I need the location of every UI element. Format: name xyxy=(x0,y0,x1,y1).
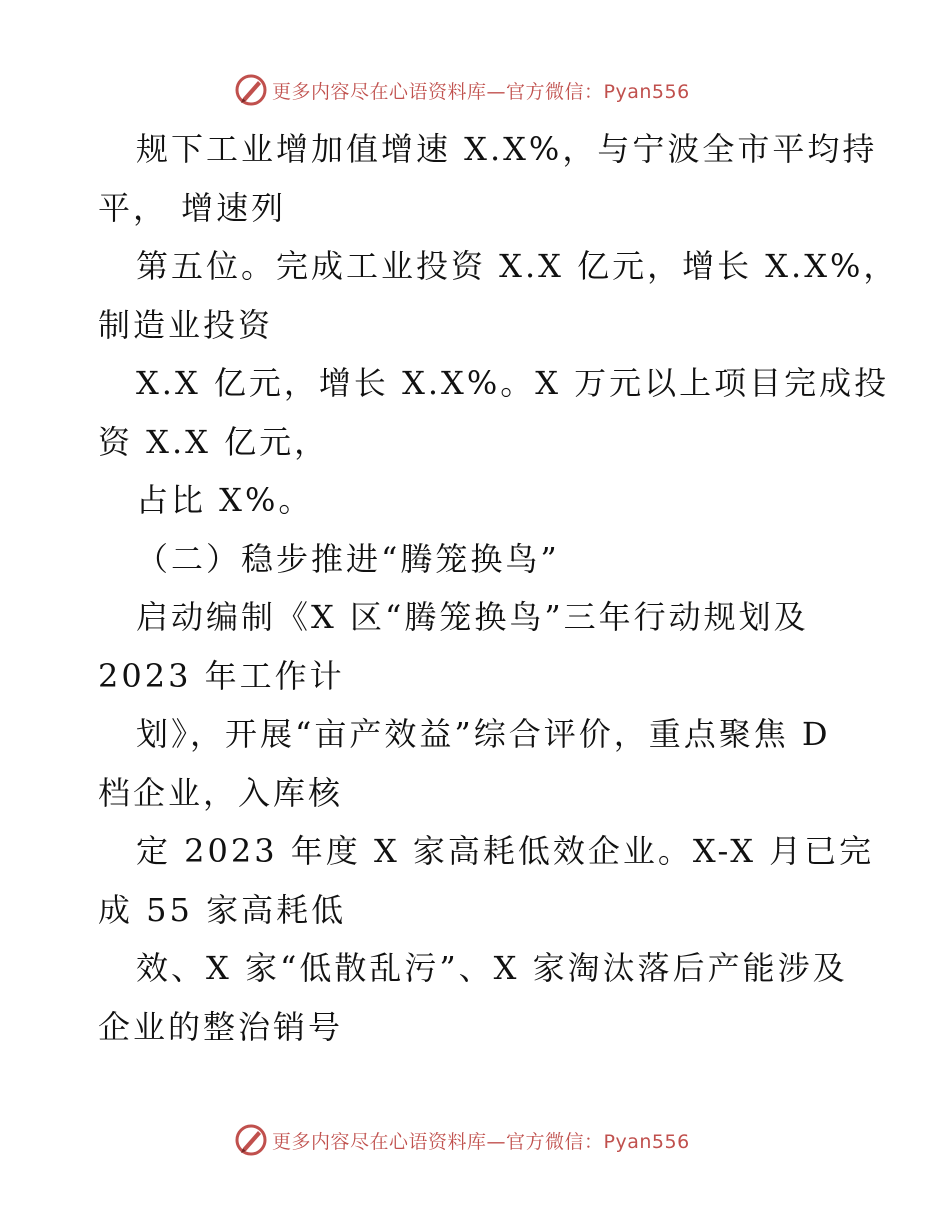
text-line: 档企业，入库核 xyxy=(98,773,344,812)
text-line: 平， 增速列 xyxy=(98,188,287,227)
text-line: 划》，开展“亩产效益”综合评价，重点聚焦 D xyxy=(136,715,831,753)
text-line: 成 55 家高耗低 xyxy=(98,890,347,929)
text-line: （二）稳步推进“腾笼换鸟” xyxy=(136,539,560,578)
text-line: 企业的整治销号 xyxy=(98,1007,344,1046)
text-line: 规下工业增加值增速 X.X%，与宁波全市平均持 xyxy=(136,130,878,168)
text-line: 资 X.X 亿元， xyxy=(98,422,330,461)
text-line: 2023 年工作计 xyxy=(98,656,345,695)
text-line: 效、X 家“低散乱污”、X 家淘汰落后产能涉及 xyxy=(136,949,848,987)
pen-logo-icon xyxy=(234,73,268,107)
banner-text: 更多内容尽在心语资料库—官方微信：Pyan556 xyxy=(272,1130,690,1153)
text-line: 定 2023 年度 X 家高耗低效企业。X-X 月已完 xyxy=(136,832,875,870)
text-line: 占比 X%。 xyxy=(136,481,314,519)
footer-banner xyxy=(234,1120,690,1160)
document-body xyxy=(98,120,899,1056)
text-line: 第五位。完成工业投资 X.X 亿元，增长 X.X%， xyxy=(136,247,899,285)
pen-logo-icon xyxy=(234,1123,268,1157)
header-banner xyxy=(234,70,690,110)
text-line: 制造业投资 xyxy=(98,305,274,344)
banner-text: 更多内容尽在心语资料库—官方微信：Pyan556 xyxy=(272,80,690,103)
text-line: X.X 亿元，增长 X.X%。X 万元以上项目完成投 xyxy=(136,364,890,402)
text-line: 启动编制《X 区“腾笼换鸟”三年行动规划及 xyxy=(136,598,809,636)
